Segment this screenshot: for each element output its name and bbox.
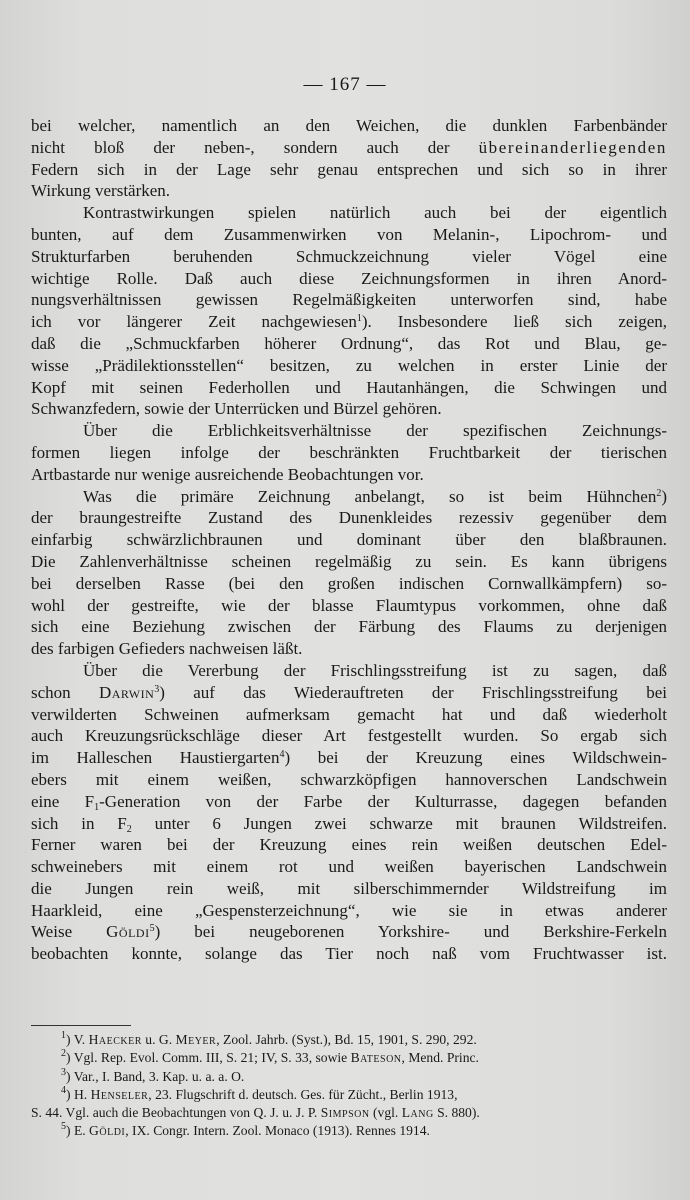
text-line-32: eine $F_1$-Generation von der Farbe der Kulturrasse, dagegen befanden xyxy=(31,791,667,813)
footnotes xyxy=(31,1031,667,1141)
footnote-2: $^2$) Vgl. Rep. Evol. Comm. III, S. 21; IV, S. 33, sowie Bateson, Mend. Princ. xyxy=(61,1048,479,1066)
text-line-13: Kopf mit seinen Federhollen und Hautanhängen, die Schwingen und xyxy=(31,377,667,397)
text-line-24: sich eine Beziehung zwischen der Färbung des Flaums zu derjenigen xyxy=(31,617,667,637)
subscript-2: 2 xyxy=(126,823,132,835)
text-line-39: beobachten konnte, solange das Tier noch naß vom Fruchtwasser ist. xyxy=(31,944,667,964)
author-darwin: Darwin xyxy=(98,682,155,702)
footnote-divider xyxy=(31,1025,131,1026)
text-line-23: wohl der gestreifte, wie der blasse Flaumtypus vorkommen, ohne daß xyxy=(31,595,667,615)
text-line-15: Über die Erblichkeitsverhältnisse der spezifischen Zeichnungs- xyxy=(83,421,667,441)
text-line-36: die Jungen rein weiß, mit silberschimmernder Wildstreifung im xyxy=(31,878,667,898)
subscript-1: 1 xyxy=(94,801,100,813)
footnote-5: $^5$) E. Göldi, IX. Congr. Intern. Zool. Monaco (1913). Rennes 1914. xyxy=(61,1121,430,1139)
text-line-2: nicht bloß der neben-, sondern auch der übereinanderliegenden xyxy=(31,137,667,157)
text-line-31: ebers mit einem weißen, schwarzköpfigen hannoverschen Landschwein xyxy=(31,769,667,789)
text-line-34: Ferner waren bei der Kreuzung eines rein weißen deutschen Edel- xyxy=(31,835,667,855)
text-line-19: der braungestreifte Zustand des Dunenkleides rezessiv gegenüber dem xyxy=(31,508,667,528)
text-line-25: des farbigen Gefieders nachweisen läßt. xyxy=(31,639,303,659)
text-line-7: Strukturfarben beruhenden Schmuckzeichnung vieler Vögel eine xyxy=(31,246,667,266)
text-line-20: einfarbig schwärzlichbraunen und dominant über den blaßbraunen. xyxy=(31,530,667,550)
footnote-1: $^1$) V. Haecker u. G. Meyer, Zool. Jahrb. (Syst.), Bd. 15, 1901, S. 290, 292. xyxy=(61,1030,477,1047)
text-line-26: Über die Vererbung der Frischlingsstreifung ist zu sagen, daß xyxy=(83,660,667,680)
text-line-9: nungsverhältnissen gewissen Regelmäßigkeiten unterworfen sind, habe xyxy=(31,290,667,310)
text-line-28: verwilderten Schweinen aufmerksam gemacht hat und daß wiederholt xyxy=(31,704,667,724)
text-line-27: schon Darwin$^3$) auf das Wiederauftreten der Frischlingsstreifung bei xyxy=(31,682,668,702)
body-text xyxy=(31,115,667,965)
text-line-22: bei derselben Rasse (bei den großen indischen Cornwallkämpfern) so- xyxy=(31,573,667,593)
footnote-ref-2: 2 xyxy=(656,487,662,499)
text-line-3: Federn sich in der Lage sehr genau entsprechen und sich so in ihrer xyxy=(31,159,667,179)
footnote-ref-3: 3 xyxy=(154,683,160,695)
spaced-emphasis: übereinanderliegenden xyxy=(478,137,667,157)
author-goeldi: Göldi xyxy=(106,922,150,942)
text-line-38: Weise Göldi$^5$) bei neugeborenen Yorkshire- und Berkshire-Ferkeln xyxy=(31,922,667,942)
footnote-4: $^4$) H. Henseler, 23. Flugschrift d. deutsch. Ges. für Zücht., Berlin 1913, xyxy=(61,1084,458,1102)
text-line-33: sich in $F_2$ unter 6 Jungen zwei schwarze mit braunen Wildstreifen. xyxy=(31,813,667,835)
text-line-11: daß die „Schmuckfarben höherer Ordnung“, das Rot und Blau, ge- xyxy=(31,333,667,353)
text-line-30: im Halleschen Haustiergarten$^4$) bei der Kreuzung eines Wildschwein- xyxy=(31,748,668,768)
text-line-18: Was die primäre Zeichnung anbelangt, so ist beim Hühnchen$^2$) xyxy=(83,486,667,506)
footnote-4-continued: S. 44. Vgl. auch die Beobachtungen von Q. J. u. J. P. Simpson (vgl. Lang S. 880). xyxy=(31,1105,480,1121)
text-line-37: Haarkleid, eine „Gespensterzeichnung“, wie sie in etwas anderer xyxy=(31,900,667,920)
footnote-ref-5: 5 xyxy=(149,923,155,935)
text-line-35: schweinebers mit einem rot und weißen bayerischen Landschwein xyxy=(31,857,667,877)
footnote-ref-1: 1 xyxy=(356,313,362,325)
text-line-4: Wirkung verstärken. xyxy=(31,181,171,201)
footnote-3: $^3$) Var., I. Band, 3. Kap. u. a. a. O. xyxy=(61,1066,245,1084)
text-line-5: Kontrastwirkungen spielen natürlich auch bei der eigentlich xyxy=(83,203,667,223)
text-line-8: wichtige Rolle. Daß auch diese Zeichnungsformen in ihren Anord- xyxy=(31,268,667,288)
text-line-14: Schwanzfedern, sowie der Unterrücken und Bürzel gehören. xyxy=(31,399,442,419)
text-line-12: wisse „Prädilektionsstellen“ besitzen, zu welchen in erster Linie der xyxy=(31,355,667,375)
text-line-17: Artbastarde nur wenige ausreichende Beobachtungen vor. xyxy=(31,464,424,484)
text-line-21: Die Zahlenverhältnisse scheinen regelmäßig zu sein. Es kann übrigens xyxy=(31,551,667,571)
text-line-16: formen liegen infolge der beschränkten Fruchtbarkeit der tierischen xyxy=(31,442,667,462)
page-number: — 167 — xyxy=(303,74,387,95)
text-line-1: bei welcher, namentlich an den Weichen, die dunklen Farbenbänder xyxy=(31,116,667,135)
footnote-ref-4: 4 xyxy=(279,749,285,761)
text-line-6: bunten, auf dem Zusammenwirken von Melanin-, Lipochrom- und xyxy=(31,224,667,244)
text-line-10: ich vor längerer Zeit nachgewiesen$^1$). Insbesondere ließ sich zeigen, xyxy=(31,312,667,332)
text-line-29: auch Kreuzungsrückschläge dieser Art festgestellt wurden. So ergab sich xyxy=(31,726,667,746)
